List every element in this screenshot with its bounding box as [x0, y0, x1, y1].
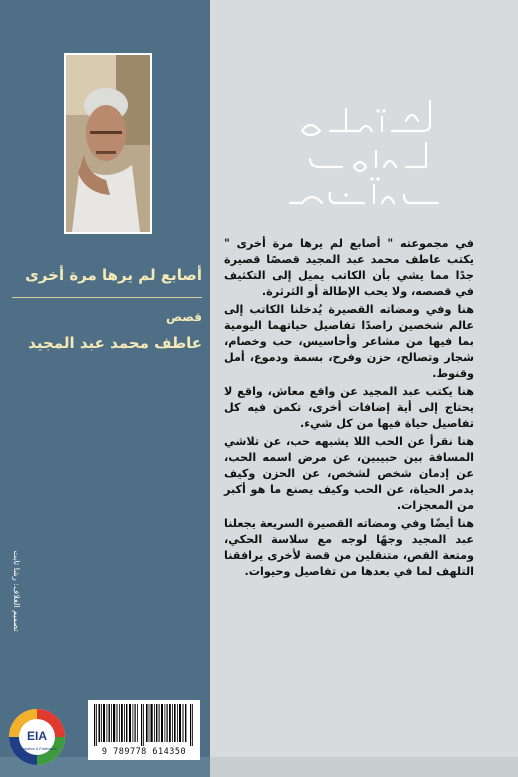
isbn-number: 9 789778 614350: [101, 747, 187, 757]
blurb-paragraph: هنا يكتب عبد المجيد عن واقع معاش، واقع لا يحتاج إلى أية إضافات أخرى، تكمن فيه كل تفاصيل حياة فيها من كل شيء.: [224, 385, 474, 430]
back-cover-bottom-strip: [210, 757, 518, 777]
publisher-logo-subtext: Translation & Publication: [17, 747, 57, 751]
cover-designer-credit: تصميم الغلاف: رشا ثابت: [12, 550, 21, 632]
author-photo: [64, 53, 152, 234]
calligraphy-title-artwork: [280, 95, 448, 213]
isbn-barcode: [88, 700, 200, 760]
author-portrait-image: [66, 55, 150, 232]
blurb-paragraph: هنا نقرأ عن الحب اللا يشبهه حب، عن تلاشي المسافة بين حبيبين، عن مرض اسمه الحب، عن إدمان شخص لشخص، عن الحزن وكيف يدمر الحياة، عن الحب وكيف يصنع ما هو أكبر من المعجزات.: [224, 435, 474, 512]
blurb-text: [224, 236, 474, 582]
blurb-paragraph: هنا وفي ومضاته القصيرة يُدخلنا الكاتب إلى عالم شخصين راصدًا تفاصيل حياتهما اليومية بما فيها من مشاعر وأحاسيس، حب وخصام، شجار وتصالح، حزن وفرح، بسمة ودموع، أمل وقنوط.: [224, 303, 474, 380]
blurb-paragraph: هنا أيضًا وفي ومضاته القصيرة السريعة يجعلنا عبد المجيد وجهًا لوجه مع سلاسة الحكي، ومتعة القص، متنقلين من قصة لأخرى يرافقنا التلهف لما في بعدها من تفاصيل وحيوات.: [224, 517, 474, 578]
blurb-paragraph: في مجموعته " أصابع لم يرها مرة أخرى " يكتب عاطف محمد عبد المجيد قصصًا قصيرة جدًا مما يشي بأن الكاتب يميل إلى التكثيف في قصصه، ولا يحب الإطالة أو الثرثرة.: [224, 237, 474, 298]
spine-author: عاطف محمد عبد المجيد: [28, 334, 202, 352]
spine-genre: قصص: [165, 310, 202, 324]
spine-divider: [12, 297, 202, 298]
publisher-logo-text: EIA: [26, 729, 48, 743]
publisher-logo-icon: [8, 708, 66, 766]
spine-title: أصابع لم يرها مرة أخرى: [25, 266, 202, 284]
barcode-bars: [94, 704, 194, 746]
